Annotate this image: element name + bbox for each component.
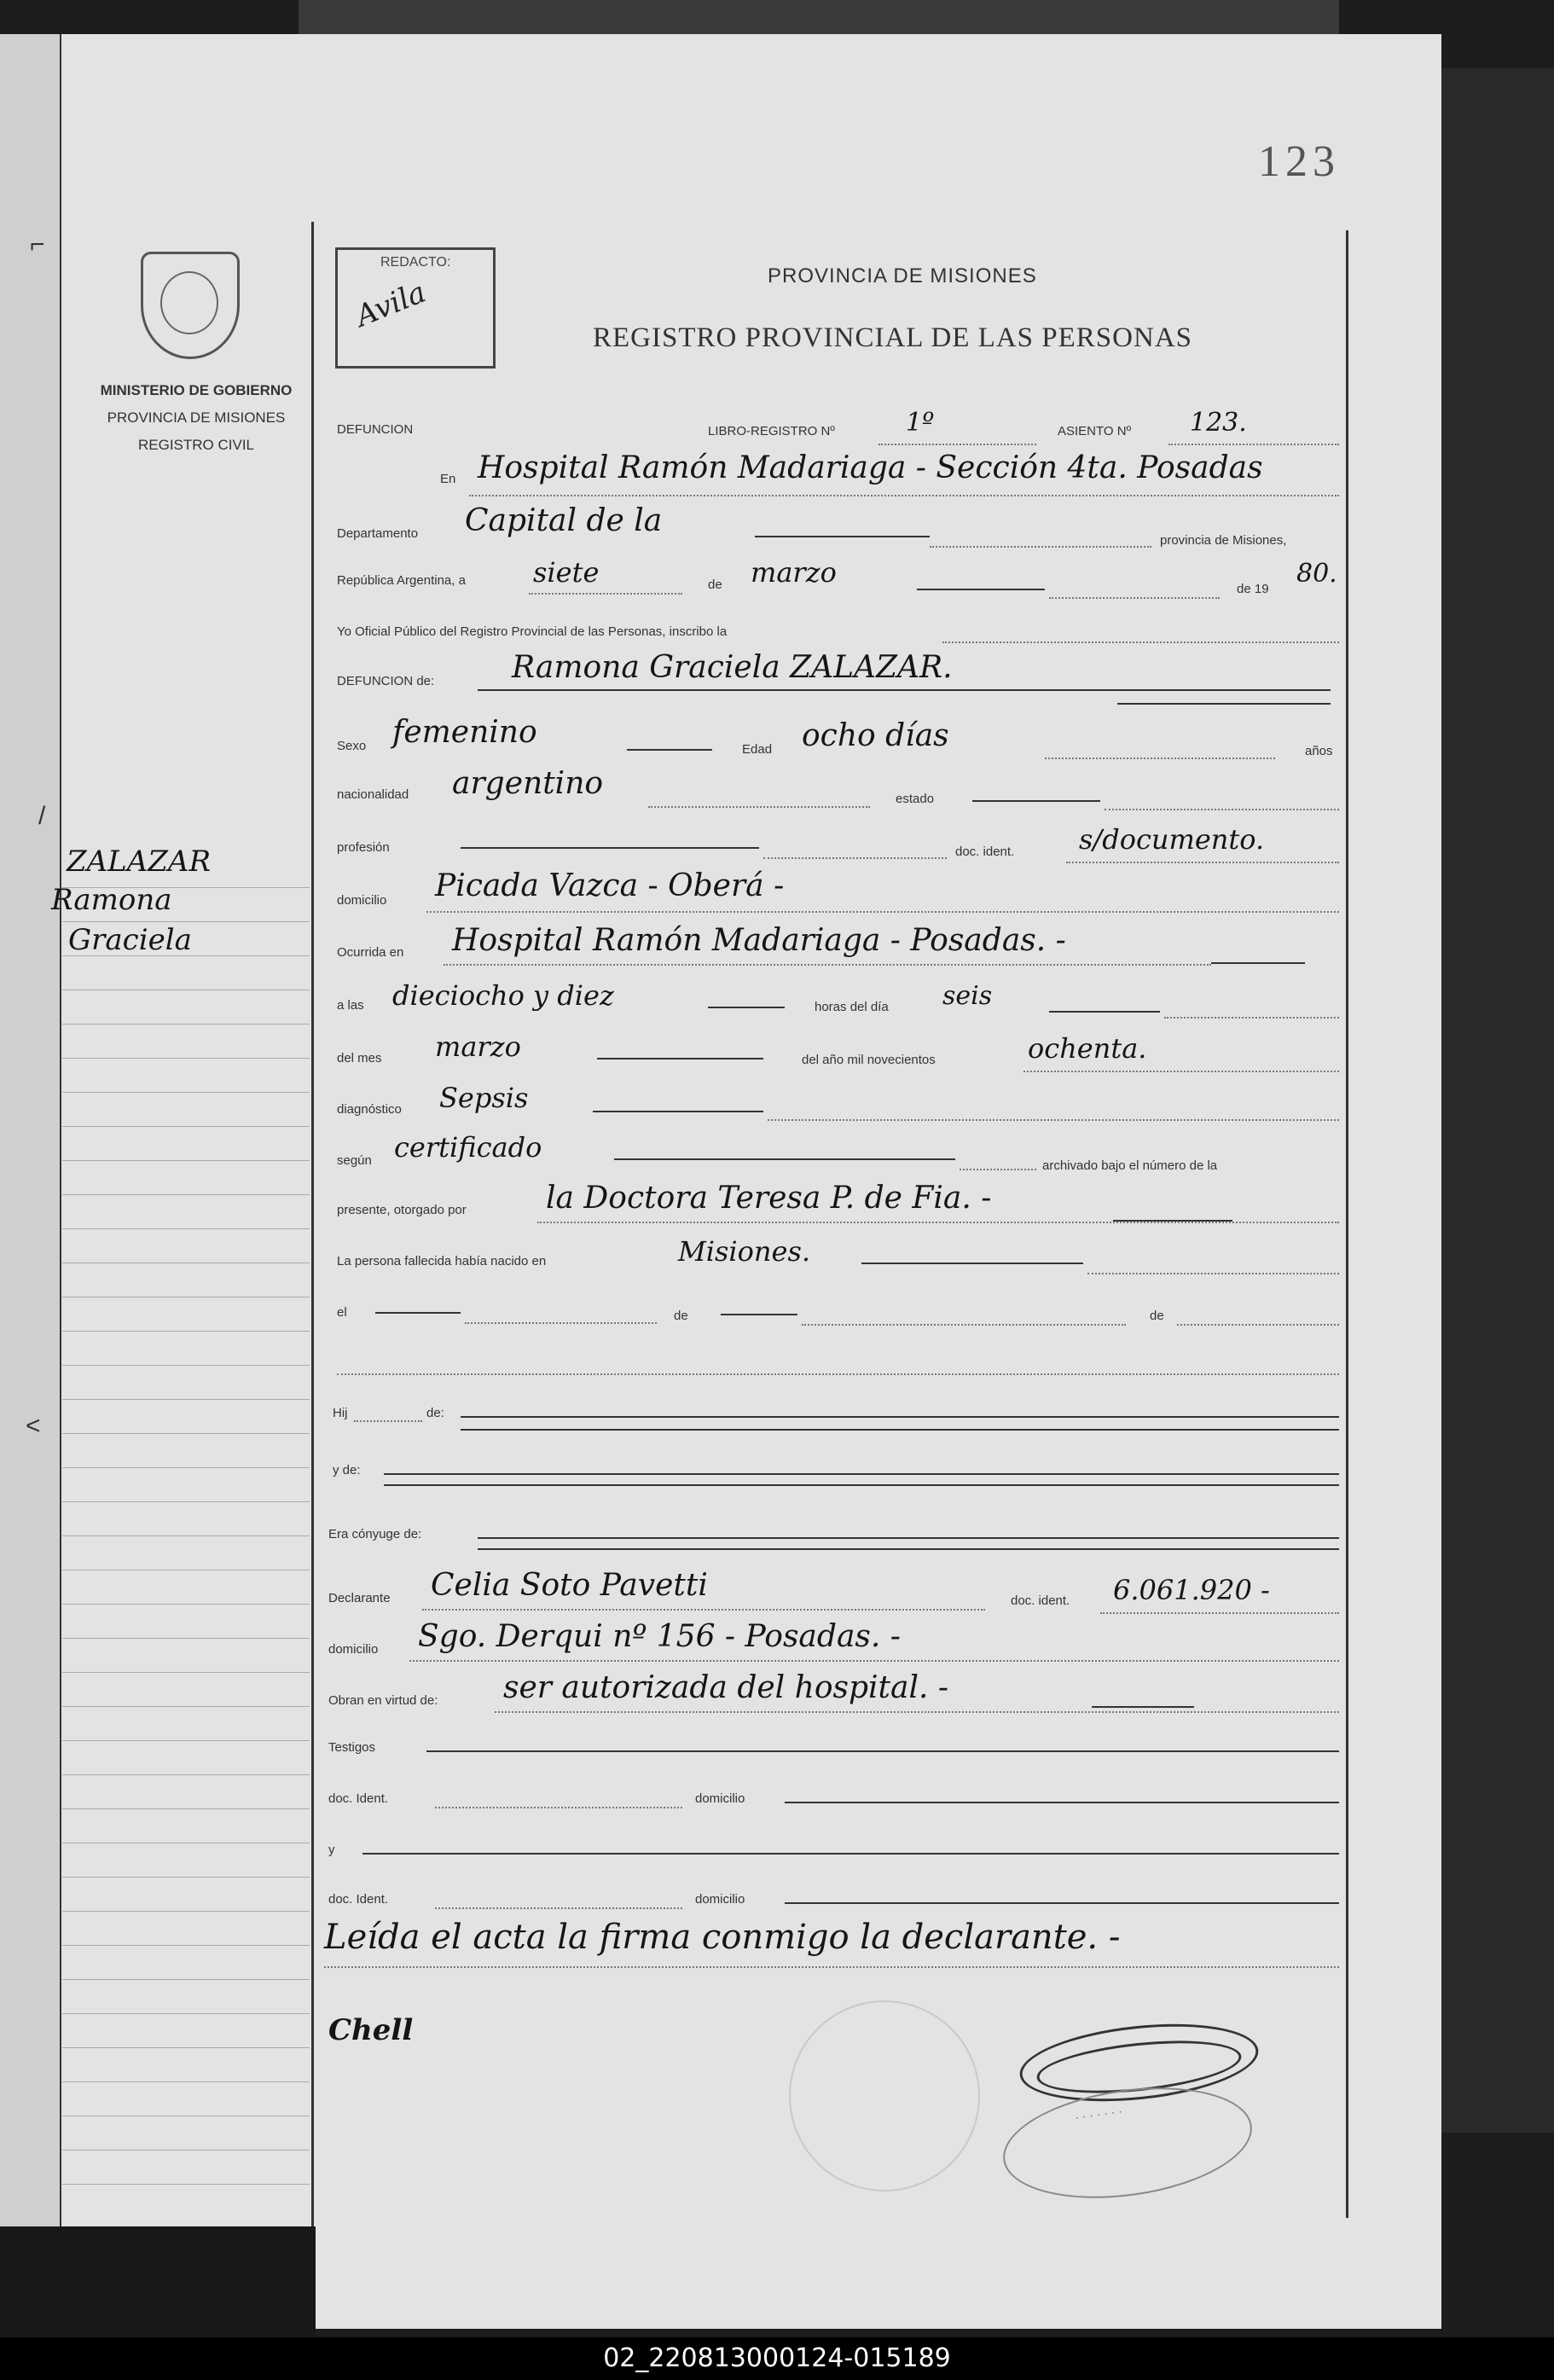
departamento-value: Capital de la <box>465 503 663 538</box>
dia-value: siete <box>533 556 600 589</box>
de-hij-label: de: <box>426 1406 444 1420</box>
doc-ident-label: doc. ident. <box>955 845 1015 859</box>
hij-label: Hij <box>333 1406 348 1420</box>
nacido-label: La persona fallecida había nacido en <box>337 1254 547 1268</box>
nacionalidad-label: nacionalidad <box>337 787 409 802</box>
page-number: 123 <box>1258 137 1340 186</box>
ocurrida-label: Ocurrida en <box>337 945 404 960</box>
estado-label: estado <box>896 792 935 806</box>
declarante-value: Celia Soto Pavetti <box>431 1568 708 1603</box>
ministry-heading <box>77 377 316 459</box>
profesion-label: profesión <box>337 840 390 855</box>
domicilio4-label: domicilio <box>695 1892 745 1907</box>
de-label: de <box>708 578 722 592</box>
otorgado-value: la Doctora Teresa P. de Fia. - <box>546 1181 992 1216</box>
segun-label: según <box>337 1153 372 1168</box>
stamp-text: · · · · · · · <box>1074 2104 1123 2124</box>
presente-label: presente, otorgado por <box>337 1203 467 1217</box>
official-initials: Chell <box>328 2013 414 2047</box>
form-right-border <box>1346 230 1348 2218</box>
y-label: y <box>328 1843 335 1857</box>
domicilio-label: domicilio <box>337 893 387 908</box>
redacto-box <box>335 247 496 369</box>
doc-ident2-value: 6.061.920 - <box>1113 1574 1270 1606</box>
anio-muerte-value: ochenta. <box>1028 1032 1147 1065</box>
y-de-label: y de: <box>333 1463 361 1477</box>
el-label: el <box>337 1305 347 1320</box>
oficial-text: Yo Oficial Público del Registro Provincial de las Personas, inscribo la <box>337 624 728 639</box>
sexo-value: femenino <box>392 715 537 750</box>
en-label: En <box>440 472 456 486</box>
ministry-registry: REGISTRO CIVIL <box>137 437 255 453</box>
provincia-label: provincia de Misiones, <box>1160 533 1287 548</box>
de19-label: de 19 <box>1237 582 1269 596</box>
archivado-label: archivado bajo el número de la <box>1042 1158 1218 1173</box>
testigos-label: Testigos <box>328 1740 376 1755</box>
margin-surname: ZALAZAR <box>67 845 212 879</box>
binding-line <box>60 34 61 2235</box>
page-binding-edge <box>0 34 60 2329</box>
doc-ident-value: s/documento. <box>1079 823 1265 856</box>
de2-label: de <box>674 1309 688 1323</box>
margin-tick: ⌐ <box>30 230 45 258</box>
domicilio2-value: Sgo. Derqui nº 156 - Posadas. - <box>418 1619 901 1654</box>
conyuge-label: Era cónyuge de: <box>328 1527 422 1541</box>
ministry-name: MINISTERIO DE GOBIERNO <box>100 382 293 398</box>
redacto-label: REDACTO: <box>380 255 451 270</box>
obran-value: ser autorizada del hospital. - <box>503 1670 949 1705</box>
redacto-signature: Avila <box>351 275 431 334</box>
diagnostico-label: diagnóstico <box>337 1102 402 1117</box>
image-id-footer: 02_220813000124-015189 <box>0 2337 1554 2380</box>
del-mes-label: del mes <box>337 1051 382 1065</box>
background-right <box>1433 68 1554 2133</box>
nacionalidad-value: argentino <box>452 766 604 801</box>
asiento-label: ASIENTO Nº <box>1058 424 1132 438</box>
dia-muerte-value: seis <box>942 981 993 1011</box>
del-anio-label: del año mil novecientos <box>802 1053 936 1067</box>
libro-label: LIBRO-REGISTRO Nº <box>708 424 835 438</box>
left-margin-border <box>311 222 314 2226</box>
mes-muerte-value: marzo <box>435 1030 521 1063</box>
sexo-label: Sexo <box>337 739 367 753</box>
edad-label: Edad <box>742 742 773 757</box>
province-seal-icon <box>141 252 240 359</box>
edad-value: ocho días <box>802 718 949 753</box>
obran-label: Obran en virtud de: <box>328 1693 438 1708</box>
ocurrida-value: Hospital Ramón Madariaga - Posadas. - <box>452 923 1066 958</box>
nacido-value: Misiones. <box>678 1235 811 1268</box>
domicilio3-label: domicilio <box>695 1791 745 1806</box>
doc-ident4-label: doc. Ident. <box>328 1892 389 1907</box>
margin-second-name: Graciela <box>68 923 192 957</box>
mes-value: marzo <box>751 556 837 589</box>
horas-del-dia-label: horas del día <box>815 1000 889 1014</box>
en-value: Hospital Ramón Madariaga - Sección 4ta. Posadas <box>478 450 1263 485</box>
deceased-name: Ramona Graciela ZALAZAR. <box>512 650 953 685</box>
de3-label: de <box>1150 1309 1164 1323</box>
domicilio2-label: domicilio <box>328 1642 379 1657</box>
doc-ident2-label: doc. ident. <box>1011 1593 1070 1608</box>
margin-tick: / <box>38 802 46 830</box>
ministry-province: PROVINCIA DE MISIONES <box>107 409 286 426</box>
closing-statement: Leída el acta la firma conmigo la declarante. - <box>324 1918 1121 1957</box>
province-title: PROVINCIA DE MISIONES <box>768 264 1037 287</box>
republica-label: República Argentina, a <box>337 573 466 588</box>
asiento-value: 123. <box>1190 408 1247 438</box>
libro-value: 1º <box>906 408 935 438</box>
doc-ident3-label: doc. Ident. <box>328 1791 389 1806</box>
anos-label: años <box>1305 744 1333 758</box>
margin-first-name: Ramona <box>51 883 172 917</box>
registry-title: REGISTRO PROVINCIAL DE LAS PERSONAS <box>593 322 1193 353</box>
defuncion-de-label: DEFUNCION de: <box>337 674 435 688</box>
act-type: DEFUNCION <box>337 422 414 437</box>
domicilio-value: Picada Vazca - Oberá - <box>435 868 785 903</box>
hora-value: dieciocho y diez <box>392 979 614 1012</box>
declarante-label: Declarante <box>328 1591 391 1605</box>
departamento-label: Departamento <box>337 526 419 541</box>
segun-value: certificado <box>394 1131 542 1164</box>
a-las-label: a las <box>337 998 364 1013</box>
diagnostico-value: Sepsis <box>439 1082 529 1114</box>
faint-round-stamp <box>789 2000 980 2191</box>
margin-tick: < <box>26 1412 41 1440</box>
anio-value: 80. <box>1296 559 1337 589</box>
